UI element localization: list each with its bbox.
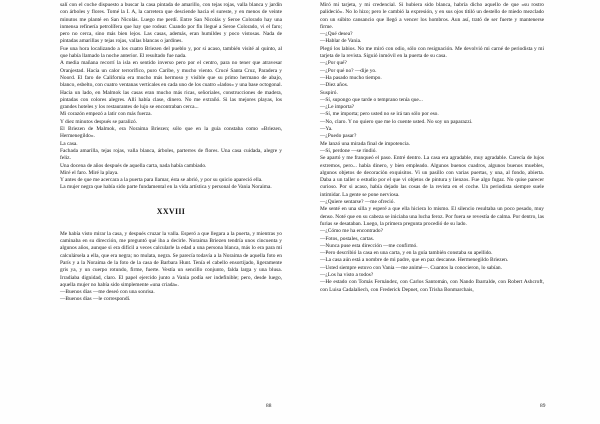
- paragraph: —Diez años.: [320, 82, 349, 89]
- paragraph: —Sí, supongo que tarde o temprano tenía que...: [320, 96, 423, 103]
- paragraph: Suspiró.: [320, 89, 338, 96]
- paragraph: Miró mi tarjeta, y mi credencial. Si hubiera sido blanca, habría dicho aquello de que «su rostro palideció». No lo hizo; pero le cambió la expresión, y en sus ojos titiló un destello de miedo mezclado con un súbito cansancio que llegó a vencer los hombros. Aun así, trató de ser fuerte y mantenerse firme.: [320, 2, 544, 30]
- paragraph: —No, claro. Y no quiero que me lo cuente usted. No soy un paparazzi.: [320, 118, 473, 125]
- page-number-right: 89: [540, 403, 546, 409]
- paragraph: A media mañana recorrí la isla en sentido inverso pero por el centro, para no tener que atravesar Oranjestad. Hacía un calor terrorífico, puro Caribe, y mucho viento. Crucé Santa Cruz, Paradera y Noord. El faro de California era mucho más hermoso y visible que su primo hermano de abajo, blanco, esbelto, con cuatro ventanas verticales en cada uno de los cuatro «lados» y una base octogonal. Hacia un lado, en Malmok las casas eran mucho más ricas, señoriales, construcciones de madera, pintadas con colores alegres. Allí había clase, dinero. No me extrañó. Si las mejores playas, los grandes hoteles y los restaurantes de lujo se encontraban cerca...: [60, 60, 282, 111]
- paragraph: Me lanzó una mirada final de impotencia.: [320, 140, 410, 147]
- paragraph: Y antes de que me acercara a la puerta para llamar, ésta se abrió, y por su quicio apareció ella.: [60, 177, 263, 184]
- right-page-text: [320, 2, 544, 294]
- paragraph: Fachada amarilla, tejas rojas, valla blanca, árboles, parterres de flores. Una casa cuidada, alegre y feliz.: [60, 147, 282, 162]
- paragraphs-after-chapter: [60, 231, 282, 304]
- paragraph: —Pero describió la casa en una carta, y en la guía también constaba su apellido.: [320, 250, 493, 257]
- paragraph: La mujer negra que había sido parte fundamental en la vida artística y personal de Vania Noraima.: [60, 184, 272, 191]
- paragraph: Se apartó y me franqueó el paso. Entré dentro. La casa era agradable, muy agradable. Carecía de lujos extremos, pero... había dinero, y bien empleado. Algunos buenos cuadros, algunos buenos muebles, algunos objetos de decoración exquisitos. Vi un pasillo con varias puertas, y una, al fondo, abierta. Daba a un taller o estudio por el que vi objetos de pintura y lienzos. Fue algo fugaz. No quise parecer curioso. Por si acaso, había dejado las cosas de la revista en el coche. Un periodista siempre suele intimidar. La gente se pone nerviosa.: [320, 155, 544, 198]
- paragraph: —Fotos, postales, cartas.: [320, 235, 375, 242]
- paragraph: —¿Por qué no? —dije yo.: [320, 67, 377, 74]
- paragraph: —He estado con Tomás Fernández, con Carlos Santomán, con Nando Ibarralde, con Robert Ashcroft, con Luisa Cadalaliech, con Frederick Depnet, con Trisha Bonmarchais,: [320, 279, 544, 293]
- paragraph: —¿Cómo me ha encontrado?: [320, 228, 384, 235]
- paragraph: Me había visto mirar la casa, y después cruzar la valla. Esperó a que llegara a la puerta, y mientras yo caminaba en su dirección, me preguntó qué iba a decirle. Noraima Briezen tendría unos cincuenta y algunos años, aunque si era difícil a veces calcularle la edad a una persona blanca, más lo era para mí calculársela a ella, que era negra; no mulata, negra. Se parecía todavía a la Noraima de aquella foto en París y a la Noraima de la foto de la casa de Barbara Hunt. Tenía el cabello ensortijado, ligeramente gris ya, y un cuerpo rotundo, firme, fuerte. Vestía un sencillo conjunto, falda larga y una blusa. Irradiaba dignidad, claro. El papel ejercido junto a Vania podía ser indefinible; pero, desde luego, aquella mujer no había sido simplemente «una criada».: [60, 230, 282, 288]
- paragraph: —Sí, me importa; pero usted no se irá tan sólo por eso.: [320, 111, 439, 118]
- paragraphs-before-chapter: [60, 2, 282, 192]
- paragraph: —Ha pasado mucho tiempo.: [320, 74, 382, 81]
- paragraph: —Hablar de Vania.: [320, 38, 362, 45]
- paragraph: —La casa aún está a nombre de mi padre, que en paz descanse. Hermenegildo Briezen.: [320, 257, 509, 264]
- paragraph: —Nunca puse esta dirección —me confirmó.: [320, 242, 418, 249]
- paragraph: salí con el coche dispuesto a buscar la casa pintada de amarillo, con tejas rojas, valla blanca y jardín con árboles y flores. Tomé la I. A, la carretera que desciende hacia el sureste, y en menos de veinte minutos me planté en San Nicolás. Luego me perdí. Entre San Nicolás y Seroe Colorado hay una inmensa refinería petrolífera que hay que rodear. Cuando por fin llegué a Seroe Colorado, vi el faro; pero no cerca, sino más bien lejos. Las casas, además, eran humildes y poco vistosas. Nada de pintadas amarillas y tejas rojas, vallas blancas o jardines.: [60, 2, 282, 45]
- paragraph: Mi corazón empezó a latir con más fuerza.: [60, 111, 152, 118]
- left-page-text: [60, 2, 282, 304]
- paragraph: —¿Los ha visto a todos?: [320, 271, 374, 278]
- paragraph: —Buenos días —me deseó con una sonrisa.: [60, 289, 155, 296]
- paragraph: Me senté en una silla y esperé a que ella hiciera lo mismo. El silencio resultaba un poco pesado, muy denso. Noté que en su cabeza se iniciaba una lucha feroz. Por fuera se revestía de calma. Por dentro, las furias se desataban. Luego, la primera pregunta procedió de su lado.: [320, 206, 544, 227]
- paragraph: —¿Qué desea?: [320, 31, 353, 38]
- paragraph: —¿Puedo pasar?: [320, 133, 357, 140]
- paragraph: Plegó los labios. No me miró con odio, sólo con resignación. Me devolvió mi carné de periodista y mi tarjeta de la revista. Siguió inmóvil en la puerta de su casa.: [320, 45, 544, 60]
- paragraph: Una docena de años después de aquella carta, nada había cambiado.: [60, 162, 207, 169]
- chapter-heading: XXVIII: [156, 206, 186, 216]
- paragraph: —¿Quiere sentarse? —me ofreció.: [320, 199, 395, 206]
- paragraph: —Ya.: [320, 126, 333, 133]
- paragraph: Y diez minutos después se paralizó.: [60, 118, 138, 125]
- paragraph: —Usted siempre estuvo con Vania —me animé—. Cuantos la conocieron, lo sabían.: [320, 264, 502, 271]
- paragraph: —¿Por qué?: [320, 60, 347, 67]
- paragraph: El Briezen de Malmok, era Noraima Briezen; sólo que en la guía constaba como «Briezen, Hermenegildo».: [60, 126, 282, 140]
- right-page: [300, 0, 600, 424]
- paragraph: —¿Le importa?: [320, 104, 354, 111]
- paragraph: —Sí, perdone —se rindió.: [320, 147, 377, 154]
- paragraph: —Buenos días —le correspondí.: [60, 296, 131, 303]
- right-page-paragraphs: [320, 2, 544, 294]
- paragraph: Fue una hora localizando a los cuatro Briezen del pueblo y, por si acaso, también visité al quinto, al que había llamado la noche anterior. El resultado fue nada.: [60, 45, 282, 60]
- paragraph: La casa.: [60, 140, 78, 147]
- page-number-left: 88: [266, 403, 272, 409]
- paragraph: Miré el faro. Miré la playa.: [60, 169, 119, 176]
